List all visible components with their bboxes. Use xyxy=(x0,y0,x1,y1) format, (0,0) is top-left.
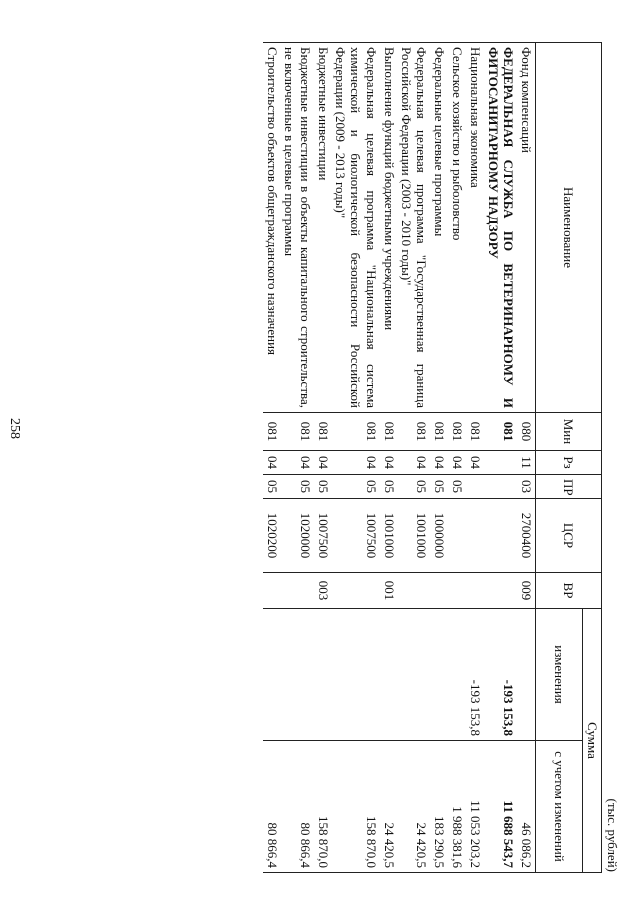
row-pr: 05 xyxy=(380,475,398,499)
row-name: ФЕДЕРАЛЬНАЯ СЛУЖБА ПО ВЕТЕРИНАРНОМУ И ФИТОСАНИТАРНОМУ НАДЗОРУ xyxy=(484,43,517,413)
row-total: 11 053 203,2 xyxy=(466,741,484,873)
row-min: 081 xyxy=(263,413,281,451)
row-rz: 04 xyxy=(263,451,281,475)
row-change xyxy=(430,609,448,741)
row-pr xyxy=(484,475,517,499)
table-row xyxy=(466,43,484,873)
row-min: 080 xyxy=(517,413,536,451)
row-csr: 1007500 xyxy=(332,499,380,573)
table-row xyxy=(517,43,536,873)
row-min: 081 xyxy=(430,413,448,451)
row-pr: 05 xyxy=(314,475,332,499)
row-total: 183 290,5 xyxy=(430,741,448,873)
row-change xyxy=(314,609,332,741)
units-label: (тыс. рублей) xyxy=(605,798,620,872)
header-sum: Сумма xyxy=(583,609,602,873)
table-row xyxy=(430,43,448,873)
row-vr xyxy=(398,573,431,609)
row-csr: 1007500 xyxy=(314,499,332,573)
row-csr: 1000000 xyxy=(430,499,448,573)
row-pr: 05 xyxy=(332,475,380,499)
row-vr xyxy=(281,573,314,609)
row-name: Фонд компенсаций xyxy=(517,43,536,413)
row-rz: 04 xyxy=(448,451,466,475)
row-pr xyxy=(466,475,484,499)
row-min: 081 xyxy=(380,413,398,451)
row-csr: 2700400 xyxy=(517,499,536,573)
header-min: Мин xyxy=(536,413,602,451)
row-name: Национальная экономика xyxy=(466,43,484,413)
row-vr: 009 xyxy=(517,573,536,609)
row-vr xyxy=(466,573,484,609)
row-vr xyxy=(332,573,380,609)
row-total: 24 420,5 xyxy=(380,741,398,873)
row-csr xyxy=(466,499,484,573)
header-change: изменения xyxy=(536,609,583,741)
row-total: 1 988 381,6 xyxy=(448,741,466,873)
header-with-changes: с учетом изменений xyxy=(536,741,583,873)
row-vr xyxy=(430,573,448,609)
row-change: -193 153,8 xyxy=(484,609,517,741)
row-rz: 11 xyxy=(517,451,536,475)
row-pr: 03 xyxy=(517,475,536,499)
row-vr: 001 xyxy=(380,573,398,609)
row-change xyxy=(263,609,281,741)
table-row xyxy=(448,43,466,873)
row-pr: 05 xyxy=(263,475,281,499)
row-csr: 1001000 xyxy=(380,499,398,573)
row-csr: 1001000 xyxy=(398,499,431,573)
table-row xyxy=(263,43,281,873)
row-pr: 05 xyxy=(398,475,431,499)
page-number: 258 xyxy=(7,418,22,439)
row-rz: 04 xyxy=(332,451,380,475)
table-row xyxy=(314,43,332,873)
row-csr: 1020200 xyxy=(263,499,281,573)
row-change: -193 153,8 xyxy=(466,609,484,741)
header-name: Наименование xyxy=(536,43,602,413)
table-row xyxy=(484,43,517,873)
row-total: 80 866,4 xyxy=(281,741,314,873)
row-vr xyxy=(484,573,517,609)
row-name: Федеральная целевая программа "Национальная система химической и биологической безопасности Российской Федерации (2009 - 2013 годы)" xyxy=(332,43,380,413)
table-body xyxy=(263,43,535,873)
row-rz: 04 xyxy=(314,451,332,475)
row-name: Сельское хозяйство и рыболовство xyxy=(448,43,466,413)
row-change xyxy=(380,609,398,741)
row-min: 081 xyxy=(281,413,314,451)
row-min: 081 xyxy=(448,413,466,451)
row-vr xyxy=(263,573,281,609)
row-total: 11 688 543,7 xyxy=(484,741,517,873)
row-vr: 003 xyxy=(314,573,332,609)
row-min: 081 xyxy=(398,413,431,451)
row-pr: 05 xyxy=(281,475,314,499)
row-csr: 1020000 xyxy=(281,499,314,573)
row-change xyxy=(448,609,466,741)
row-name: Федеральные целевые программы xyxy=(430,43,448,413)
budget-table xyxy=(263,42,602,873)
header-rz: Рз xyxy=(536,451,602,475)
row-rz: 04 xyxy=(430,451,448,475)
row-min: 081 xyxy=(466,413,484,451)
table-row xyxy=(281,43,314,873)
row-total: 158 870,0 xyxy=(314,741,332,873)
table-row xyxy=(380,43,398,873)
table-row xyxy=(332,43,380,873)
row-name: Бюджетные инвестиции xyxy=(314,43,332,413)
rotated-page-content xyxy=(100,42,620,878)
header-csr: ЦСР xyxy=(536,499,602,573)
row-vr xyxy=(448,573,466,609)
row-rz: 04 xyxy=(380,451,398,475)
row-rz xyxy=(484,451,517,475)
row-pr: 05 xyxy=(448,475,466,499)
row-change xyxy=(281,609,314,741)
row-min: 081 xyxy=(484,413,517,451)
row-csr xyxy=(448,499,466,573)
row-name: Бюджетные инвестиции в объекты капитального строительства, не включенные в целевые программы xyxy=(281,43,314,413)
table-row xyxy=(398,43,431,873)
row-total: 158 870,0 xyxy=(332,741,380,873)
table-header xyxy=(536,43,602,873)
row-change xyxy=(517,609,536,741)
row-pr: 05 xyxy=(430,475,448,499)
row-rz: 04 xyxy=(281,451,314,475)
row-change xyxy=(398,609,431,741)
row-total: 46 086,2 xyxy=(517,741,536,873)
header-pr: ПР xyxy=(536,475,602,499)
row-min: 081 xyxy=(332,413,380,451)
row-name: Федеральная целевая программа "Государственная граница Российской Федерации (2003 - 2010 годы)" xyxy=(398,43,431,413)
row-rz: 04 xyxy=(398,451,431,475)
row-total: 24 420,5 xyxy=(398,741,431,873)
row-csr xyxy=(484,499,517,573)
row-name: Строительство объектов общегражданского назначения xyxy=(263,43,281,413)
row-min: 081 xyxy=(314,413,332,451)
header-vr: ВР xyxy=(536,573,602,609)
row-total: 80 866,4 xyxy=(263,741,281,873)
row-rz: 04 xyxy=(466,451,484,475)
row-name: Выполнение функций бюджетными учреждениями xyxy=(380,43,398,413)
row-change xyxy=(332,609,380,741)
